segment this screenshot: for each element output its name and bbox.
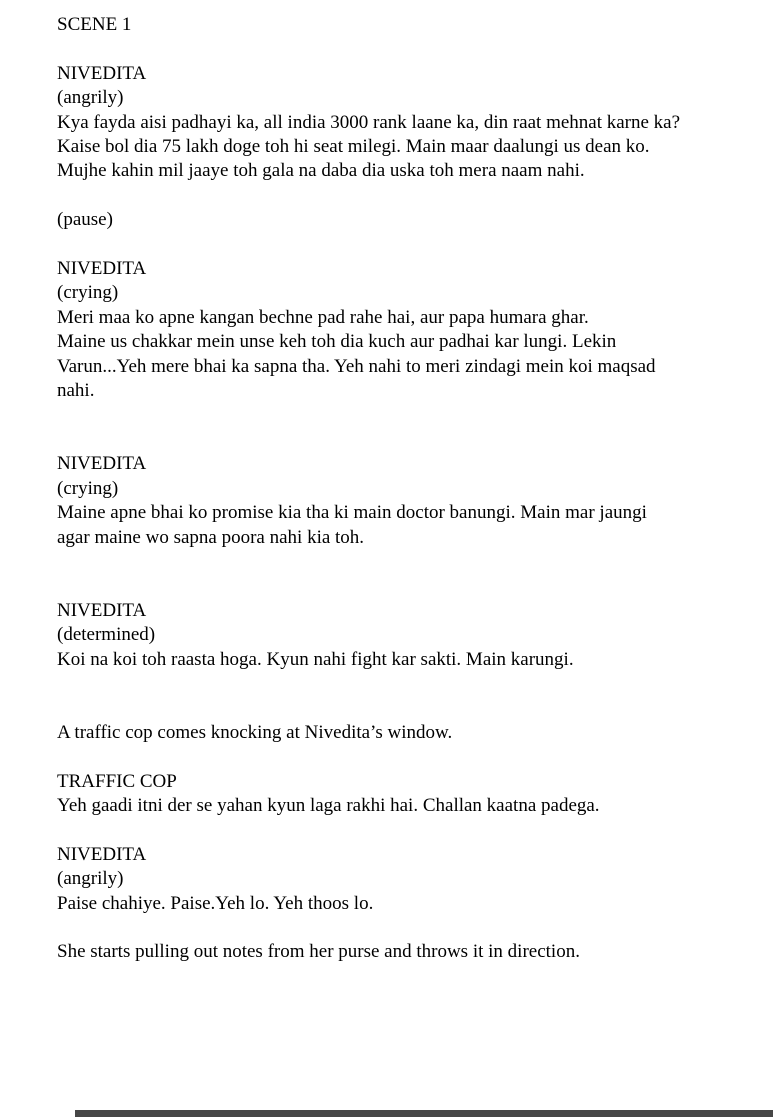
script-block-stage-direction <box>57 208 773 257</box>
script-block-action <box>57 721 773 770</box>
horizontal-scrollbar-thumb[interactable] <box>75 1110 773 1117</box>
blank-line <box>57 184 773 208</box>
dialogue-line: Kya fayda aisi padhayi ka, all india 3000 rank laane ka, din raat mehnat karne ka? <box>57 111 681 133</box>
script-block-dialogue <box>57 452 773 598</box>
blank-line <box>57 818 773 842</box>
stage-direction-line: (pause) <box>57 209 113 231</box>
blank-line <box>57 550 773 574</box>
blank-line <box>57 404 773 428</box>
script-block-dialogue <box>57 62 773 208</box>
scene-heading: SCENE 1 <box>57 14 132 35</box>
dialogue-line: Maine us chakkar mein unse keh toh dia kuch aur padhai kar lungi. Lekin <box>57 331 617 353</box>
parenthetical: (determined) <box>57 624 156 646</box>
character-name: NIVEDITA <box>57 599 147 621</box>
character-name: NIVEDITA <box>57 62 147 84</box>
script-block-dialogue <box>57 257 773 452</box>
dialogue-line: agar maine wo sapna poora nahi kia toh. <box>57 526 365 548</box>
dialogue-line: Paise chahiye. Paise.Yeh lo. Yeh thoos lo. <box>57 892 374 914</box>
script-block-dialogue <box>57 843 773 941</box>
dialogue-line: Meri maa ko apne kangan bechne pad rahe hai, aur papa humara ghar. <box>57 306 589 328</box>
dialogue-line: Kaise bol dia 75 lakh doge toh hi seat milegi. Main maar daalungi us dean ko. <box>57 136 650 158</box>
parenthetical: (angrily) <box>57 868 124 890</box>
blank-line <box>57 696 773 720</box>
action-line: She starts pulling out notes from her purse and throws it in direction. <box>57 941 580 963</box>
blank-line <box>57 428 773 452</box>
blank-line <box>57 233 773 257</box>
script-block-dialogue <box>57 599 773 721</box>
dialogue-line: Varun...Yeh mere bhai ka sapna tha. Yeh nahi to meri zindagi mein koi maqsad <box>57 355 656 377</box>
dialogue-line: Yeh gaadi itni der se yahan kyun laga rakhi hai. Challan kaatna padega. <box>57 795 600 816</box>
blank-line <box>57 37 773 61</box>
dialogue-line: Mujhe kahin mil jaaye toh gala na daba dia uska toh mera naam nahi. <box>57 160 585 182</box>
script-block-dialogue <box>57 770 773 843</box>
parenthetical: (crying) <box>57 477 119 499</box>
parenthetical: (angrily) <box>57 87 124 109</box>
blank-line <box>57 574 773 598</box>
character-name: NIVEDITA <box>57 453 147 475</box>
script-block-scene-heading <box>57 13 773 62</box>
blank-line <box>57 916 773 940</box>
script-document <box>57 13 773 965</box>
blank-line <box>57 745 773 769</box>
character-name: NIVEDITA <box>57 843 147 865</box>
character-name: NIVEDITA <box>57 258 147 280</box>
dialogue-line: nahi. <box>57 380 95 402</box>
dialogue-line: Maine apne bhai ko promise kia tha ki main doctor banungi. Main mar jaungi <box>57 502 647 524</box>
parenthetical: (crying) <box>57 282 119 304</box>
character-name: TRAFFIC COP <box>57 770 177 792</box>
script-block-action <box>57 940 773 964</box>
dialogue-line: Koi na koi toh raasta hoga. Kyun nahi fight kar sakti. Main karungi. <box>57 648 574 670</box>
action-line: A traffic cop comes knocking at Nivedita’s window. <box>57 721 453 743</box>
blank-line <box>57 672 773 696</box>
